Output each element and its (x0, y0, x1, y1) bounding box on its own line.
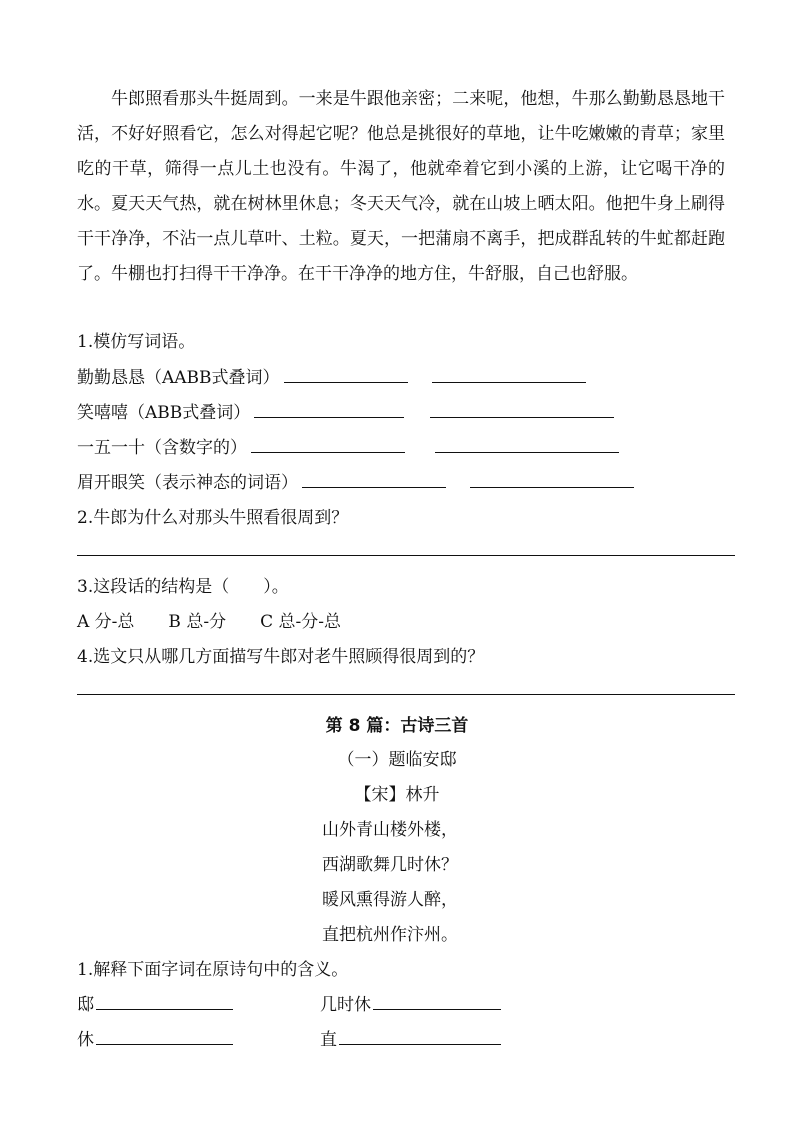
poem-line: 山外青山楼外楼， (322, 820, 458, 840)
reading-passage: 牛郎照看那头牛挺周到。一来是牛跟他亲密；二来呢，他想，牛那么勤勤恳恳地干活，不好好照看它，怎么对得起它呢？他总是挑很好的草地，让牛吃嫩嫩的青草；家里吃的干草，筛得一点儿土也没有。牛渴了，他就牵着它到小溪的上游，让它喝干净的水。夏天天气热，就在树林里休息；冬天天气冷，就在山坡上晒太阳。他把牛身上刷得干干净净，不沾一点儿草叶、土粒。夏天，一把蒲扇不离手，把成群乱转的牛虻都赶跑了。牛棚也打扫得干干净净。在干干净净的地方住，牛舒服，自己也舒服。 (77, 89, 725, 284)
q1-row-3-label: 一五一十（含数字的） (77, 438, 247, 458)
q1-row-1 (77, 363, 586, 388)
q5-item-label: 休 (77, 1030, 94, 1050)
q5-item-label: 直 (320, 1030, 337, 1050)
question-3-title: 3.这段话的结构是（ ）。 (77, 577, 289, 597)
answer-blank[interactable] (470, 486, 634, 488)
poem-subtitle: （一）题临安邸 (337, 750, 457, 770)
answer-blank[interactable] (254, 416, 404, 418)
poem-line: 直把杭州作汴州。 (322, 925, 458, 945)
q1-row-4 (77, 468, 634, 493)
answer-blank[interactable] (339, 1043, 501, 1045)
answer-blank[interactable] (373, 1008, 501, 1010)
section-title: 第 8 篇：古诗三首 (325, 716, 469, 736)
answer-line[interactable] (77, 555, 735, 556)
q5-item-2 (320, 990, 501, 1015)
answer-blank[interactable] (251, 451, 405, 453)
question-5-title: 1.解释下面字词在原诗句中的含义。 (77, 960, 349, 980)
question-4-title: 4.选文只从哪几方面描写牛郎对老牛照顾得很周到的？ (77, 647, 485, 667)
poem-author: 【宋】林升 (354, 785, 440, 805)
answer-blank[interactable] (284, 381, 408, 383)
q5-item-label: 邸 (77, 995, 94, 1015)
answer-line[interactable] (77, 694, 735, 695)
poem-line: 暖风熏得游人醉， (322, 890, 458, 910)
question-1-title: 1.模仿写词语。 (77, 332, 196, 352)
poem-line: 西湖歌舞几时休？ (322, 855, 458, 875)
q1-row-1-label: 勤勤恳恳（AABB式叠词） (77, 368, 280, 388)
q5-item-label: 几时休 (320, 995, 371, 1015)
answer-blank[interactable] (96, 1008, 233, 1010)
q1-row-2 (77, 398, 614, 423)
answer-blank[interactable] (302, 486, 446, 488)
answer-blank[interactable] (96, 1043, 233, 1045)
q1-row-2-label: 笑嘻嘻（ABB式叠词） (77, 403, 251, 423)
q1-row-4-label: 眉开眼笑（表示神态的词语） (77, 473, 298, 493)
answer-blank[interactable] (435, 451, 619, 453)
q5-item-4 (320, 1025, 501, 1050)
answer-blank[interactable] (430, 416, 614, 418)
question-3-options: A 分-总 B 总-分 C 总-分-总 (77, 612, 341, 632)
question-2-title: 2.牛郎为什么对那头牛照看很周到？ (77, 508, 349, 528)
q1-row-3 (77, 433, 619, 458)
q5-item-1 (77, 990, 233, 1015)
answer-blank[interactable] (432, 381, 586, 383)
q5-item-3 (77, 1025, 233, 1050)
